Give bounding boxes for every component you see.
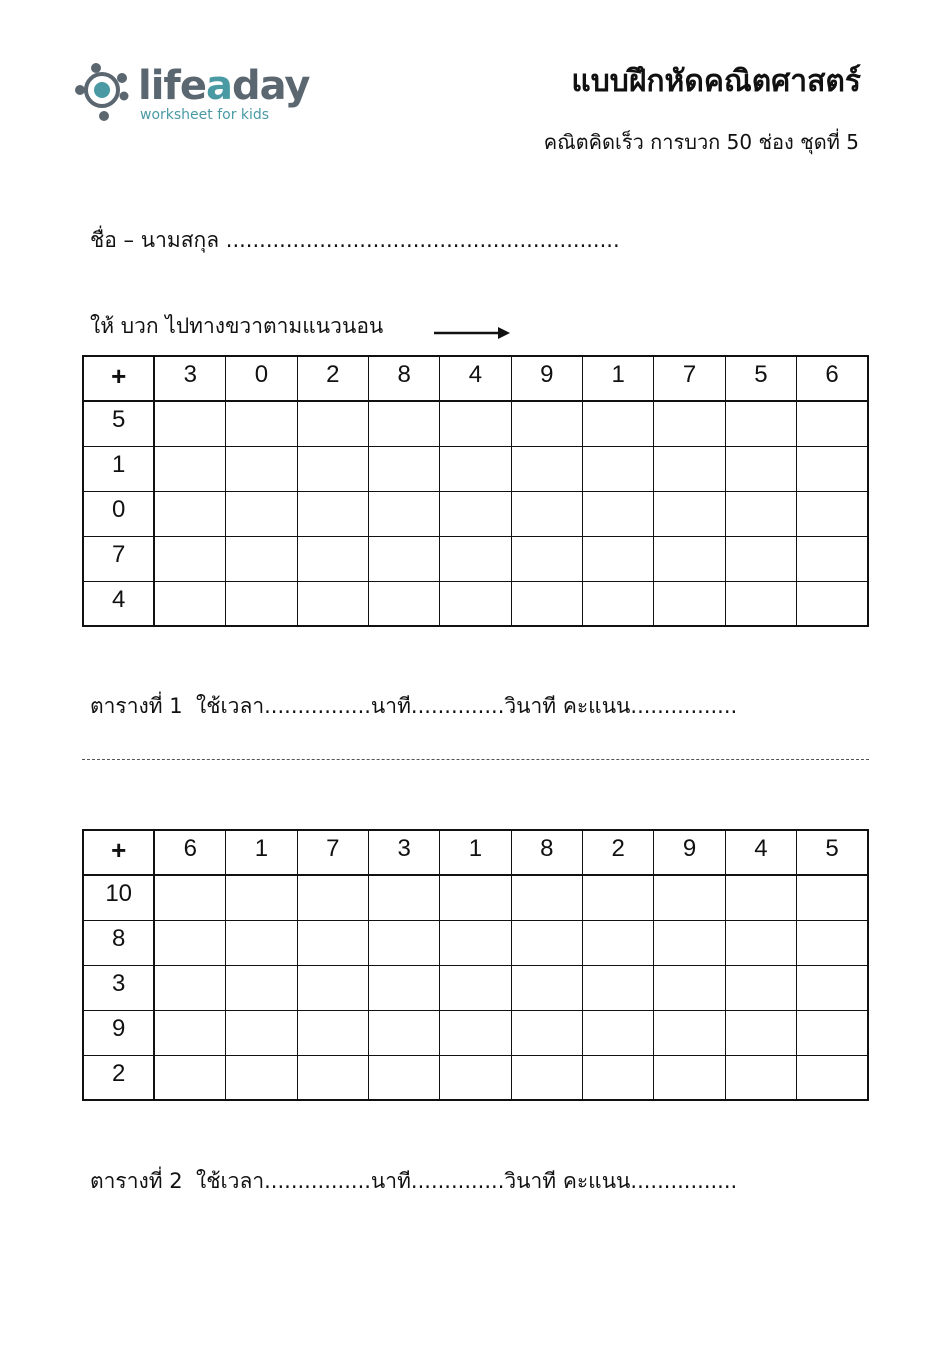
answer-cell[interactable] bbox=[154, 1055, 225, 1100]
answer-cell[interactable] bbox=[440, 446, 511, 491]
table-2-footer[interactable]: ตารางที่ 2 ใช้เวลา................นาที..............วินาที คะแนน................ bbox=[90, 1169, 738, 1193]
column-header-cell: 2 bbox=[297, 356, 368, 401]
answer-cell[interactable] bbox=[725, 536, 796, 581]
column-header-cell: 6 bbox=[797, 356, 868, 401]
row-header-cell: 7 bbox=[83, 536, 154, 581]
answer-cell[interactable] bbox=[725, 920, 796, 965]
column-header-cell: 9 bbox=[511, 356, 582, 401]
row-header-cell: 5 bbox=[83, 401, 154, 446]
column-header-cell: 3 bbox=[154, 356, 225, 401]
answer-cell[interactable] bbox=[725, 491, 796, 536]
answer-cell[interactable] bbox=[440, 965, 511, 1010]
answer-cell[interactable] bbox=[154, 965, 225, 1010]
column-header-cell: 9 bbox=[654, 830, 725, 875]
answer-cell[interactable] bbox=[583, 446, 654, 491]
answer-cell[interactable] bbox=[297, 1055, 368, 1100]
column-header-cell: 8 bbox=[368, 356, 439, 401]
column-header-cell: 8 bbox=[511, 830, 582, 875]
answer-cell[interactable] bbox=[511, 965, 582, 1010]
answer-cell[interactable] bbox=[368, 401, 439, 446]
header-row bbox=[83, 356, 868, 401]
cut-line-divider bbox=[82, 759, 869, 760]
answer-cell[interactable] bbox=[440, 401, 511, 446]
answer-cell[interactable] bbox=[226, 965, 297, 1010]
answer-cell[interactable] bbox=[797, 536, 868, 581]
answer-cell[interactable] bbox=[368, 920, 439, 965]
row-header-cell: 9 bbox=[83, 1010, 154, 1055]
answer-cell[interactable] bbox=[368, 875, 439, 920]
answer-cell[interactable] bbox=[297, 401, 368, 446]
answer-cell[interactable] bbox=[511, 536, 582, 581]
brand-name: lifeaday bbox=[138, 63, 310, 109]
answer-cell[interactable] bbox=[297, 965, 368, 1010]
addition-table-1 bbox=[82, 355, 869, 627]
answer-cell[interactable] bbox=[511, 875, 582, 920]
molecule-icon bbox=[72, 58, 138, 124]
answer-cell[interactable] bbox=[797, 581, 868, 626]
answer-cell[interactable] bbox=[368, 446, 439, 491]
answer-cell[interactable] bbox=[368, 1055, 439, 1100]
logo bbox=[72, 58, 312, 128]
answer-cell[interactable] bbox=[226, 536, 297, 581]
answer-cell[interactable] bbox=[583, 965, 654, 1010]
answer-cell[interactable] bbox=[154, 1010, 225, 1055]
column-header-cell: 5 bbox=[797, 830, 868, 875]
instruction-text: ให้ บวก ไปทางขวาตามแนวนอน bbox=[90, 314, 384, 338]
answer-cell[interactable] bbox=[583, 401, 654, 446]
answer-cell[interactable] bbox=[226, 491, 297, 536]
answer-cell[interactable] bbox=[654, 1010, 725, 1055]
answer-cell[interactable] bbox=[654, 875, 725, 920]
page-subtitle: คณิตคิดเร็ว การบวก 50 ช่อง ชุดที่ 5 bbox=[543, 130, 859, 154]
brand-tagline: worksheet for kids bbox=[140, 107, 270, 123]
page-title: แบบฝึกหัดคณิตศาสตร์ bbox=[571, 64, 861, 99]
answer-cell[interactable] bbox=[725, 581, 796, 626]
answer-cell[interactable] bbox=[583, 536, 654, 581]
answer-cell[interactable] bbox=[440, 1055, 511, 1100]
row-header-cell: 2 bbox=[83, 1055, 154, 1100]
answer-cell[interactable] bbox=[725, 965, 796, 1010]
answer-cell[interactable] bbox=[154, 581, 225, 626]
column-header-cell: 1 bbox=[440, 830, 511, 875]
answer-cell[interactable] bbox=[297, 1010, 368, 1055]
column-header-cell: 1 bbox=[226, 830, 297, 875]
answer-cell[interactable] bbox=[226, 581, 297, 626]
answer-cell[interactable] bbox=[154, 446, 225, 491]
answer-cell[interactable] bbox=[797, 1055, 868, 1100]
answer-cell[interactable] bbox=[511, 491, 582, 536]
answer-cell[interactable] bbox=[511, 401, 582, 446]
answer-cell[interactable] bbox=[654, 581, 725, 626]
answer-cell[interactable] bbox=[368, 1010, 439, 1055]
addition-table-2 bbox=[82, 829, 869, 1101]
answer-cell[interactable] bbox=[797, 1010, 868, 1055]
answer-cell[interactable] bbox=[226, 446, 297, 491]
header-row bbox=[83, 830, 868, 875]
answer-cell[interactable] bbox=[583, 1010, 654, 1055]
answer-cell[interactable] bbox=[511, 1055, 582, 1100]
arrow-right-icon bbox=[434, 325, 514, 341]
answer-cell[interactable] bbox=[797, 446, 868, 491]
answer-cell[interactable] bbox=[583, 491, 654, 536]
answer-cell[interactable] bbox=[297, 536, 368, 581]
table-row bbox=[83, 1055, 868, 1100]
answer-cell[interactable] bbox=[583, 920, 654, 965]
table-1-footer[interactable]: ตารางที่ 1 ใช้เวลา................นาที..............วินาที คะแนน................ bbox=[90, 694, 738, 718]
table-row bbox=[83, 491, 868, 536]
answer-cell[interactable] bbox=[297, 875, 368, 920]
operator-cell: + bbox=[83, 356, 154, 401]
answer-cell[interactable] bbox=[511, 920, 582, 965]
answer-cell[interactable] bbox=[511, 581, 582, 626]
answer-cell[interactable] bbox=[654, 536, 725, 581]
answer-cell[interactable] bbox=[654, 446, 725, 491]
answer-cell[interactable] bbox=[583, 875, 654, 920]
table-row bbox=[83, 581, 868, 626]
answer-cell[interactable] bbox=[440, 875, 511, 920]
answer-cell[interactable] bbox=[368, 965, 439, 1010]
answer-cell[interactable] bbox=[368, 536, 439, 581]
answer-cell[interactable] bbox=[797, 491, 868, 536]
column-header-cell: 0 bbox=[226, 356, 297, 401]
answer-cell[interactable] bbox=[797, 401, 868, 446]
answer-cell[interactable] bbox=[654, 491, 725, 536]
answer-cell[interactable] bbox=[583, 581, 654, 626]
answer-cell[interactable] bbox=[440, 1010, 511, 1055]
answer-cell[interactable] bbox=[725, 401, 796, 446]
table-row bbox=[83, 920, 868, 965]
row-header-cell: 3 bbox=[83, 965, 154, 1010]
answer-cell[interactable] bbox=[725, 875, 796, 920]
answer-cell[interactable] bbox=[654, 965, 725, 1010]
column-header-cell: 6 bbox=[154, 830, 225, 875]
answer-cell[interactable] bbox=[511, 1010, 582, 1055]
answer-cell[interactable] bbox=[654, 401, 725, 446]
answer-cell[interactable] bbox=[440, 581, 511, 626]
answer-cell[interactable] bbox=[154, 401, 225, 446]
name-field[interactable]: ชื่อ – นามสกุล ........................................................... bbox=[90, 228, 620, 252]
answer-cell[interactable] bbox=[297, 491, 368, 536]
answer-cell[interactable] bbox=[654, 1055, 725, 1100]
answer-cell[interactable] bbox=[226, 920, 297, 965]
answer-cell[interactable] bbox=[297, 446, 368, 491]
answer-cell[interactable] bbox=[226, 1055, 297, 1100]
column-header-cell: 4 bbox=[440, 356, 511, 401]
answer-cell[interactable] bbox=[226, 401, 297, 446]
answer-cell[interactable] bbox=[226, 875, 297, 920]
answer-cell[interactable] bbox=[725, 446, 796, 491]
table-row bbox=[83, 401, 868, 446]
answer-cell[interactable] bbox=[725, 1055, 796, 1100]
answer-cell[interactable] bbox=[368, 491, 439, 536]
answer-cell[interactable] bbox=[368, 581, 439, 626]
answer-cell[interactable] bbox=[440, 491, 511, 536]
column-header-cell: 7 bbox=[654, 356, 725, 401]
row-header-cell: 4 bbox=[83, 581, 154, 626]
row-header-cell: 10 bbox=[83, 875, 154, 920]
answer-cell[interactable] bbox=[226, 1010, 297, 1055]
answer-cell[interactable] bbox=[154, 536, 225, 581]
column-header-cell: 4 bbox=[725, 830, 796, 875]
answer-cell[interactable] bbox=[440, 536, 511, 581]
column-header-cell: 1 bbox=[583, 356, 654, 401]
answer-cell[interactable] bbox=[154, 491, 225, 536]
operator-cell: + bbox=[83, 830, 154, 875]
row-header-cell: 1 bbox=[83, 446, 154, 491]
table-row bbox=[83, 536, 868, 581]
answer-cell[interactable] bbox=[797, 920, 868, 965]
row-header-cell: 8 bbox=[83, 920, 154, 965]
column-header-cell: 2 bbox=[583, 830, 654, 875]
answer-cell[interactable] bbox=[797, 875, 868, 920]
table-row bbox=[83, 875, 868, 920]
answer-cell[interactable] bbox=[154, 875, 225, 920]
answer-cell[interactable] bbox=[297, 920, 368, 965]
answer-cell[interactable] bbox=[440, 920, 511, 965]
table-row bbox=[83, 446, 868, 491]
answer-cell[interactable] bbox=[725, 1010, 796, 1055]
column-header-cell: 5 bbox=[725, 356, 796, 401]
table-row bbox=[83, 1010, 868, 1055]
answer-cell[interactable] bbox=[797, 965, 868, 1010]
answer-cell[interactable] bbox=[511, 446, 582, 491]
answer-cell[interactable] bbox=[583, 1055, 654, 1100]
answer-cell[interactable] bbox=[154, 920, 225, 965]
column-header-cell: 7 bbox=[297, 830, 368, 875]
table-row bbox=[83, 965, 868, 1010]
row-header-cell: 0 bbox=[83, 491, 154, 536]
answer-cell[interactable] bbox=[297, 581, 368, 626]
column-header-cell: 3 bbox=[368, 830, 439, 875]
answer-cell[interactable] bbox=[654, 920, 725, 965]
